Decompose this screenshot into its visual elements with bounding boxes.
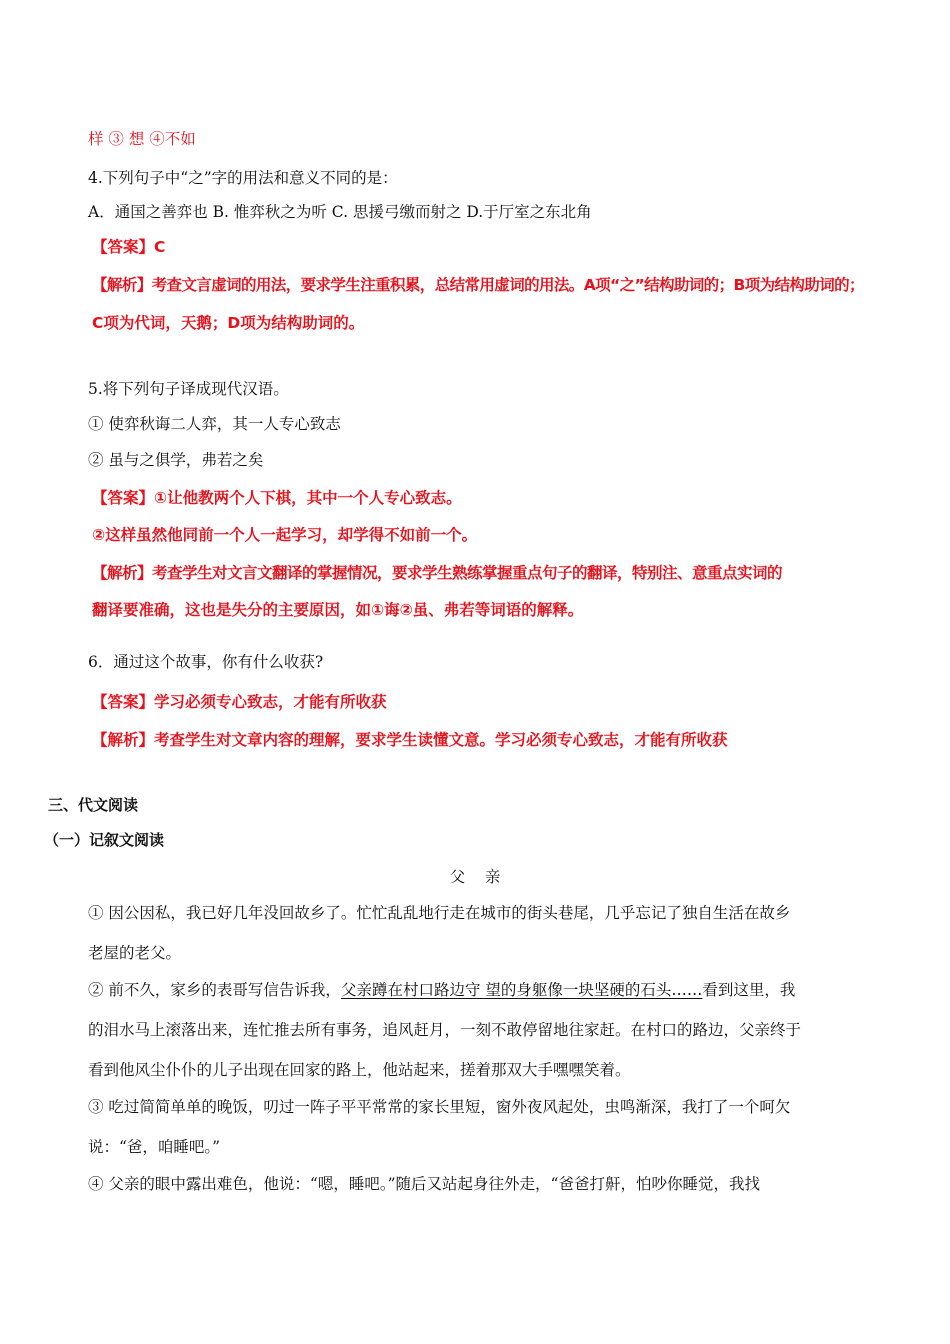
section-subtitle: （一）记叙文阅读 <box>44 831 165 849</box>
q6-analysis: 【解析】考查学生对文章内容的理解，要求学生读懂文意。学习必须专心致志，才能有所收获 <box>92 731 728 749</box>
passage-para-1b: 老屋的老父。 <box>88 944 182 962</box>
q4-analysis-line2: C项为代词，天鹅；D项为结构助词的。 <box>92 314 365 332</box>
passage-para-2c: 看到他风尘仆仆的儿子出现在回家的路上，他站起来，搓着那双大手嘿嘿笑着。 <box>88 1061 631 1079</box>
q5-question: 5.将下列句子译成现代汉语。 <box>88 380 289 398</box>
q4-options: A．通国之善弈也 B. 惟弈秋之为听 C. 思援弓缴而射之 D.于厅室之东北角 <box>88 203 592 221</box>
q5-answer-line2: ②这样虽然他同前一个人一起学习，却学得不如前一个。 <box>92 526 478 544</box>
q5-sentence-1: ① 使弈秋诲二人弈，其一人专心致志 <box>88 415 341 433</box>
passage-para-2a <box>88 978 795 1000</box>
q4-answer: 【答案】C <box>92 238 166 256</box>
passage-title: 父 亲 <box>449 868 501 886</box>
underlined-sentence: 父亲蹲在村口路边守 望的身躯像一块坚硬的石头…… <box>340 981 703 999</box>
para-2a-tail: 看到这里，我 <box>702 981 796 999</box>
q5-analysis-line2: 翻译要准确，这也是失分的主要原因，如①诲②虽、弗若等词语的解释。 <box>92 601 584 619</box>
q5-sentence-2: ② 虽与之俱学，弗若之矣 <box>88 451 264 469</box>
q5-answer-line1: 【答案】①让他教两个人下棋，其中一个人专心致志。 <box>92 489 462 507</box>
q6-question: 6．通过这个故事，你有什么收获? <box>88 653 324 671</box>
q5-analysis-line1: 【解析】考查学生对文言文翻译的掌握情况，要求学生熟练掌握重点句子的翻译，特别注、意重点实词的 <box>92 564 783 582</box>
passage-para-4a: ④ 父亲的眼中露出难色，他说：“嗯，睡吧。”随后又站起身往外走，“爸爸打鼾，怕吵你睡觉，我找 <box>88 1175 760 1193</box>
q4-analysis-line1: 【解析】考查文言虚词的用法，要求学生注重积累，总结常用虚词的用法。A项“之”结构助词的；B项为结构助词的； <box>92 276 864 294</box>
q3-tail: 样 ③ 想 ④不如 <box>88 130 196 148</box>
q4-question: 4.下列句子中“之”字的用法和意义不同的是： <box>88 169 398 187</box>
passage-para-3b: 说：“爸，咱睡吧。” <box>88 1138 221 1156</box>
para-2a-lead: ② 前不久，家乡的表哥写信告诉我， <box>88 981 341 999</box>
passage-para-2b: 的泪水马上滚落出来，连忙推去所有事务，追风赶月，一刻不敢停留地往家赶。在村口的路边，父亲终于 <box>88 1021 802 1039</box>
passage-para-3a: ③ 吃过简简单单的晚饭，叨过一阵子平平常常的家长里短，窗外夜风起处，虫鸣渐深，我打了一个呵欠 <box>88 1098 791 1116</box>
passage-para-1a: ① 因公因私，我已好几年没回故乡了。忙忙乱乱地行走在城市的街头巷尾，几乎忘记了独自生活在故乡 <box>88 904 791 922</box>
q6-answer: 【答案】学习必须专心致志，才能有所收获 <box>92 693 387 711</box>
section-title: 三、代文阅读 <box>48 796 139 814</box>
